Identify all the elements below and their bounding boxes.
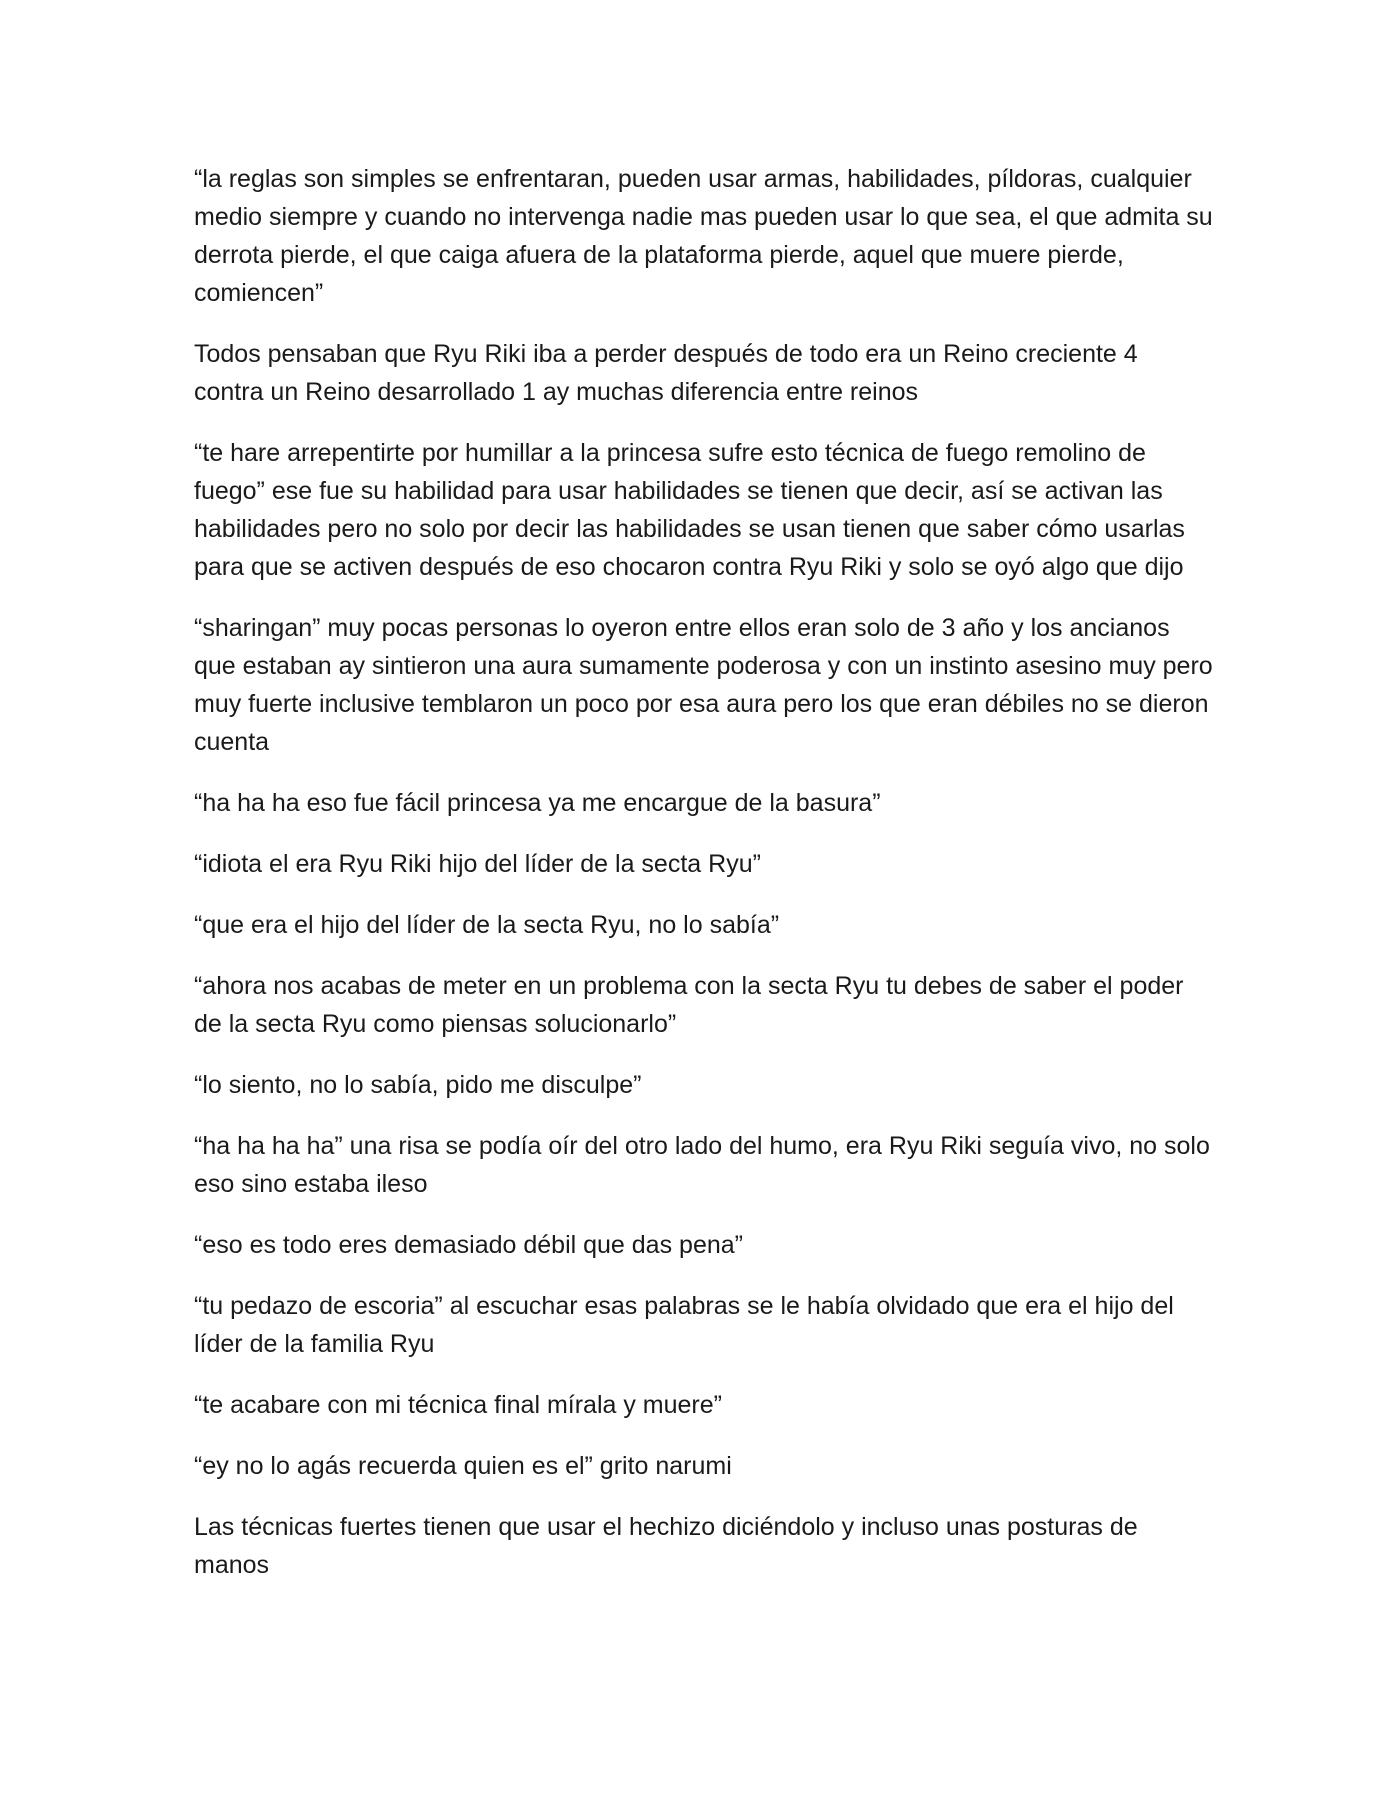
paragraph-3: “te hare arrepentirte por humillar a la princesa sufre esto técnica de fuego remolino de fuego” ese fue su habilidad para usar habilidades se tienen que decir, así se activan las habilidades pero no solo por decir las habilidades se usan tienen que saber cómo usarlas para que se activen después de eso chocaron contra Ryu Riki y solo se oyó algo que dijo (194, 439, 1185, 581)
paragraph-2: Todos pensaban que Ryu Riki iba a perder después de todo era un Reino creciente 4 contra un Reino desarrollado 1 ay muchas diferencia entre reinos (194, 340, 1138, 406)
paragraph-11: “eso es todo eres demasiado débil que das pena” (194, 1231, 743, 1259)
paragraph-14: “ey no lo agás recuerda quien es el” grito narumi (194, 1452, 732, 1480)
paragraph-4: “sharingan” muy pocas personas lo oyeron entre ellos eran solo de 3 año y los ancianos que estaban ay sintieron una aura sumamente poderosa y con un instinto asesino muy pero muy fuerte inclusive temblaron un poco por esa aura pero los que eran débiles no se dieron cuenta (194, 614, 1213, 756)
paragraph-13: “te acabare con mi técnica final mírala y muere” (194, 1391, 722, 1419)
paragraph-10: “ha ha ha ha” una risa se podía oír del otro lado del humo, era Ryu Riki seguía vivo, no solo eso sino estaba ileso (194, 1132, 1210, 1198)
paragraph-5: “ha ha ha eso fue fácil princesa ya me encargue de la basura” (194, 789, 881, 817)
paragraph-12: “tu pedazo de escoria” al escuchar esas palabras se le había olvidado que era el hijo del líder de la familia Ryu (194, 1292, 1174, 1358)
paragraph-1: “la reglas son simples se enfrentaran, pueden usar armas, habilidades, píldoras, cualquier medio siempre y cuando no intervenga nadie mas pueden usar lo que sea, el que admita su derrota pierde, el que caiga afuera de la plataforma pierde, aquel que muere pierde, comiencen” (194, 165, 1213, 307)
paragraph-6: “idiota el era Ryu Riki hijo del líder de la secta Ryu” (194, 850, 761, 878)
paragraph-7: “que era el hijo del líder de la secta Ryu, no lo sabía” (194, 911, 780, 939)
document-body (194, 160, 1214, 1607)
paragraph-8: “ahora nos acabas de meter en un problema con la secta Ryu tu debes de saber el poder de la secta Ryu como piensas solucionarlo” (194, 972, 1184, 1038)
paragraph-9: “lo siento, no lo sabía, pido me disculpe” (194, 1071, 642, 1099)
paragraph-15: Las técnicas fuertes tienen que usar el hechizo diciéndolo y incluso unas posturas de manos (194, 1513, 1138, 1579)
